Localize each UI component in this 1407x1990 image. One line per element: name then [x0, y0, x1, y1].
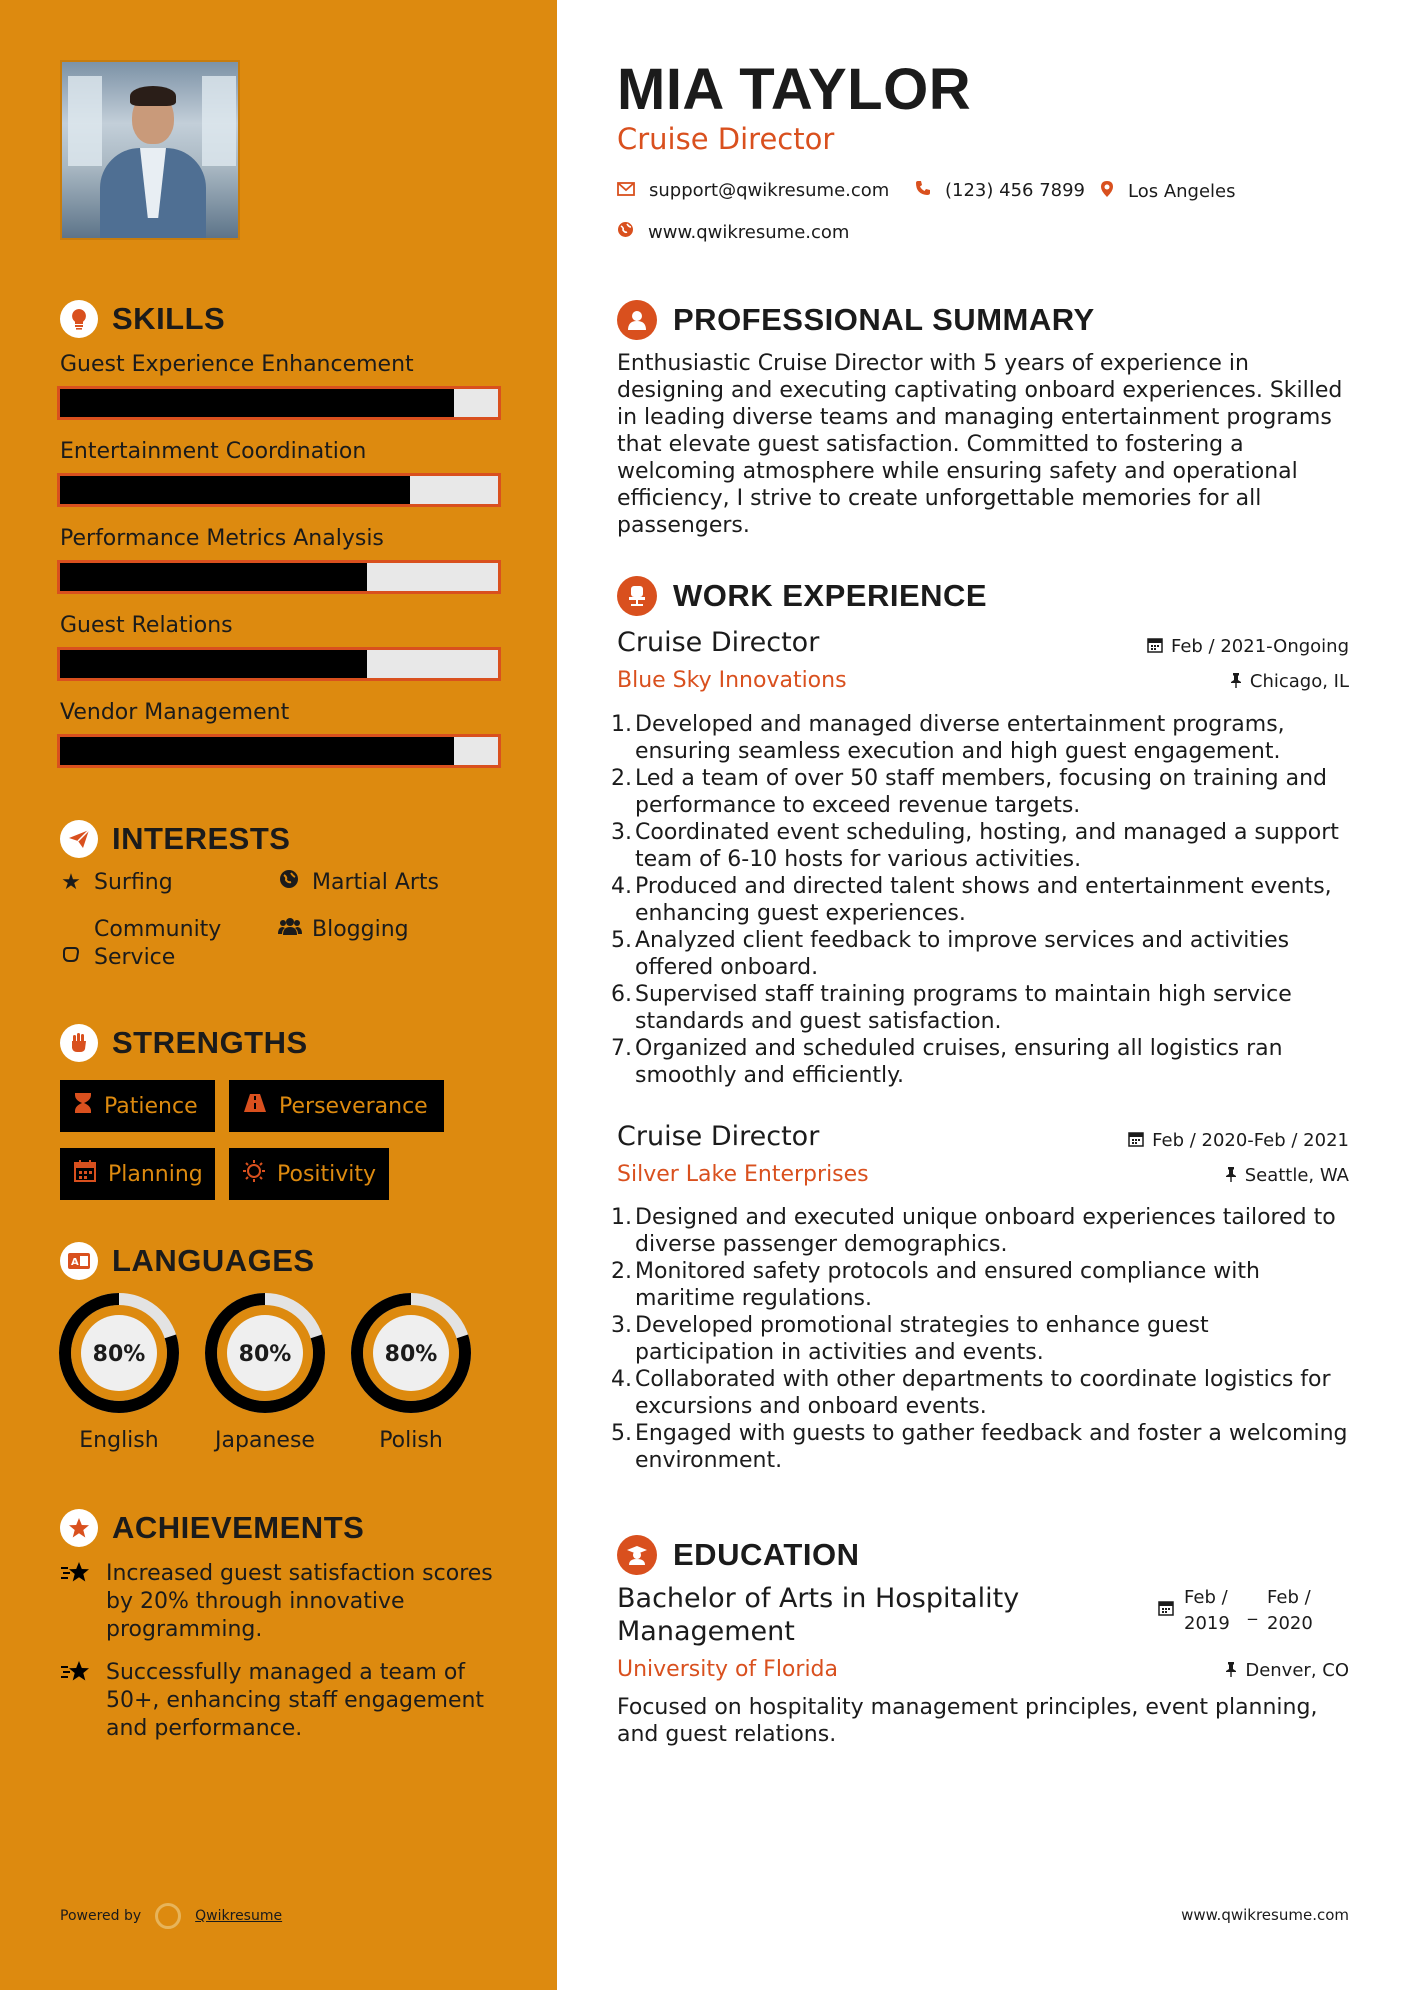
calendar-icon — [1158, 1585, 1174, 1637]
contact-phone[interactable] — [915, 180, 1085, 201]
interest-item — [278, 869, 439, 897]
strength-label: Planning — [108, 1161, 203, 1187]
phone-text: (123) 456 7899 — [945, 180, 1086, 201]
achievement-text: Successfully managed a team of 50+, enhancing staff engagement and performance. — [106, 1660, 485, 1741]
date-separator: _ — [1248, 1600, 1257, 1621]
powered-by-label: Powered by — [60, 1908, 142, 1924]
job-dates-text: Feb / 2020-Feb / 2021 — [1152, 1130, 1349, 1151]
education-location — [1225, 1660, 1349, 1681]
skill-fill — [60, 389, 454, 417]
interest-item — [60, 869, 173, 897]
sun-icon — [243, 1160, 265, 1188]
skill-bar — [57, 386, 501, 420]
language-ring — [351, 1293, 471, 1413]
summary-title: PROFESSIONAL SUMMARY — [673, 302, 1095, 337]
language-name: Polish — [379, 1428, 443, 1453]
company-name: Silver Lake Enterprises — [617, 1162, 869, 1187]
phone-icon — [915, 180, 931, 201]
language-percent: 80% — [238, 1342, 292, 1367]
road-icon — [243, 1093, 267, 1119]
job-bullets — [608, 1204, 1350, 1474]
lightbulb-icon — [60, 300, 98, 338]
candidate-role: Cruise Director — [617, 122, 835, 156]
experience-heading — [617, 576, 987, 616]
star-burst-icon — [60, 1659, 92, 1743]
skill-name: Guest Relations — [60, 613, 233, 638]
summary-heading — [617, 300, 1095, 340]
skills-title: SKILLS — [112, 301, 226, 336]
education-description: Focused on hospitality management principles, event planning, and guest relations. — [617, 1695, 1318, 1747]
job-dates-text: Feb / 2021-Ongoing — [1170, 636, 1349, 657]
strength-label: Patience — [104, 1093, 198, 1119]
star-burst-icon — [60, 1560, 92, 1644]
skill-name: Vendor Management — [60, 700, 290, 725]
skill-fill — [60, 476, 410, 504]
skills-heading — [60, 300, 225, 338]
strength-label: Perseverance — [279, 1093, 428, 1119]
language-card-icon — [60, 1242, 98, 1280]
language-percent: 80% — [92, 1342, 146, 1367]
job-dates — [1147, 636, 1349, 657]
achievements-title: ACHIEVEMENTS — [112, 1510, 365, 1545]
list-item: 4. Collaborated with other departments to coordinate logistics for excursions and onboard events. — [611, 1367, 1331, 1419]
award-star-icon — [60, 1509, 98, 1547]
list-item: 6. Supervised staff training programs to maintain high service standards and guest satisfaction. — [611, 982, 1292, 1034]
language-percent: 80% — [384, 1342, 438, 1367]
list-item: 1. Designed and executed unique onboard experiences tailored to diverse passenger demographics. — [611, 1205, 1336, 1257]
language-name: English — [79, 1428, 159, 1453]
calendar-icon — [1128, 1131, 1144, 1151]
achievement-text: Increased guest satisfaction scores by 20% through innovative programming. — [106, 1561, 493, 1642]
interests-heading — [60, 820, 290, 858]
languages-heading — [60, 1242, 315, 1280]
location-text: Los Angeles — [1128, 181, 1236, 202]
contact-email[interactable] — [617, 180, 889, 201]
skill-bar — [57, 560, 501, 594]
education-title: EDUCATION — [673, 1537, 860, 1572]
skill-fill — [60, 737, 454, 765]
achievement-item — [60, 1659, 500, 1743]
education-date-start: Feb / 2019 — [1184, 1587, 1230, 1634]
fist-icon — [60, 1024, 98, 1062]
list-item: 2. Led a team of over 50 staff members, focusing on training and performance to exceed revenue targets. — [611, 766, 1327, 818]
degree-title: Bachelor of Arts in Hospitality Management — [617, 1583, 1020, 1647]
skill-fill — [60, 650, 367, 678]
strength-label: Positivity — [277, 1161, 377, 1187]
qwikresume-link[interactable]: Qwikresume — [195, 1908, 283, 1924]
education-location-text: Denver, CO — [1245, 1660, 1349, 1681]
company-name: Blue Sky Innovations — [617, 668, 847, 693]
chair-icon — [617, 576, 657, 616]
language-name: Japanese — [215, 1428, 315, 1453]
skill-bar — [57, 647, 501, 681]
job-title: Cruise Director — [617, 1121, 820, 1152]
list-item: 2. Monitored safety protocols and ensured compliance with maritime regulations. — [611, 1259, 1260, 1311]
list-item: 4. Produced and directed talent shows and entertainment events, enhancing guest experiences. — [611, 874, 1332, 926]
star-icon: ★ — [61, 870, 81, 895]
experience-title: WORK EXPERIENCE — [673, 578, 988, 613]
skill-fill — [60, 563, 367, 591]
contact-location — [1100, 180, 1236, 203]
contact-website[interactable] — [617, 221, 849, 243]
list-item: 5. Analyzed client feedback to improve services and activities offered onboard. — [611, 928, 1290, 980]
interest-label: Surfing — [94, 870, 173, 895]
interest-label: Blogging — [312, 917, 409, 942]
paper-plane-icon — [60, 820, 98, 858]
achievements-heading — [60, 1509, 364, 1547]
language-ring — [205, 1293, 325, 1413]
skill-name: Guest Experience Enhancement — [60, 352, 414, 377]
job-location-text: Seattle, WA — [1244, 1165, 1349, 1186]
interest-item — [60, 916, 221, 972]
strengths-title: STRENGTHS — [112, 1025, 308, 1060]
interest-item — [278, 916, 409, 944]
pushpin-icon — [1225, 1661, 1237, 1681]
svg-text:A: A — [71, 1257, 79, 1268]
strength-badge — [60, 1148, 215, 1200]
candidate-name: MIA TAYLOR — [617, 57, 972, 122]
email-text: support@qwikresume.com — [649, 180, 890, 201]
school-name: University of Florida — [617, 1657, 838, 1682]
user-icon — [617, 300, 657, 340]
list-item: 1. Developed and managed diverse entertainment programs, ensuring seamless execution and high guest engagement. — [611, 712, 1285, 764]
list-item: 3. Developed promotional strategies to enhance guest participation in activities and events. — [611, 1313, 1209, 1365]
interest-label: Community Service — [94, 917, 222, 970]
languages-title: LANGUAGES — [112, 1243, 315, 1278]
job-location — [1230, 671, 1349, 692]
skill-bar — [57, 734, 501, 768]
education-dates — [1158, 1585, 1321, 1637]
strengths-heading — [60, 1024, 308, 1062]
qwikresume-logo-icon — [155, 1903, 181, 1929]
footer-url[interactable]: www.qwikresume.com — [1181, 1906, 1349, 1924]
map-pin-icon — [1100, 180, 1114, 203]
job-location-text: Chicago, IL — [1249, 671, 1349, 692]
education-heading — [617, 1535, 859, 1575]
job-location — [1225, 1165, 1349, 1186]
sidebar — [0, 0, 557, 1990]
profile-photo — [60, 60, 240, 240]
envelope-icon — [617, 181, 635, 201]
pushpin-icon — [1225, 1166, 1237, 1186]
list-item: 5. Engaged with guests to gather feedback and foster a welcoming environment. — [611, 1421, 1348, 1473]
list-item: 3. Coordinated event scheduling, hosting, and managed a support team of 6-10 hosts for various activities. — [611, 820, 1339, 872]
skill-bar — [57, 473, 501, 507]
hand-icon — [60, 916, 82, 972]
job-title: Cruise Director — [617, 627, 820, 658]
users-icon — [278, 916, 300, 944]
strength-badge — [60, 1080, 215, 1132]
hourglass-icon — [74, 1092, 92, 1120]
interests-title: INTERESTS — [112, 821, 291, 856]
powered-by — [60, 1903, 282, 1929]
website-text: www.qwikresume.com — [648, 221, 850, 243]
skill-name: Performance Metrics Analysis — [60, 526, 384, 551]
achievement-item — [60, 1560, 500, 1644]
summary-text: Enthusiastic Cruise Director with 5 years of experience in designing and executing captivating onboard experiences. Skilled in leading diverse teams and managing entertainment programs that elevate guest satisfaction. Committed to fostering a welcoming atmosphere while ensuring safety and operational efficiency, I strive to create unforgettable memories for all passengers. — [617, 351, 1343, 538]
job-bullets — [608, 711, 1350, 1089]
calendar-icon — [1147, 637, 1163, 657]
language-ring — [59, 1293, 179, 1413]
job-dates — [1128, 1130, 1349, 1151]
strength-badge — [229, 1080, 444, 1132]
skill-name: Entertainment Coordination — [60, 439, 367, 464]
education-date-end: Feb / 2020 — [1267, 1587, 1313, 1634]
list-item: 7. Organized and scheduled cruises, ensuring all logistics ran smoothly and efficiently. — [611, 1036, 1283, 1088]
globe-icon — [278, 869, 300, 897]
strength-badge — [229, 1148, 389, 1200]
interest-label: Martial Arts — [312, 870, 440, 895]
pushpin-icon — [1230, 672, 1242, 692]
calendar-icon — [74, 1160, 96, 1188]
graduate-icon — [617, 1535, 657, 1575]
globe-icon — [617, 221, 634, 243]
